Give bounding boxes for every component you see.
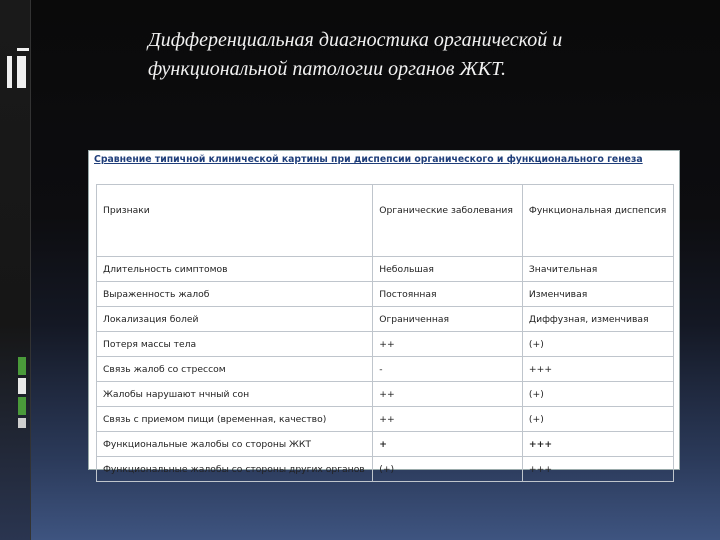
slide-title	[148, 26, 668, 84]
decor-white-block	[18, 418, 26, 428]
comparison-table	[96, 184, 674, 482]
table-cell: -	[373, 357, 523, 382]
table-cell: Постоянная	[373, 282, 523, 307]
table-cell: Диффузная, изменчивая	[522, 307, 673, 332]
table-cell: +	[373, 432, 523, 457]
title-line-2: функциональной патологии органов ЖКТ.	[148, 58, 506, 80]
table-cell: Небольшая	[373, 257, 523, 282]
table-cell: Потеря массы тела	[97, 332, 373, 357]
table-row	[97, 332, 674, 357]
table-cell: +++	[522, 432, 673, 457]
decor-green-block	[18, 357, 26, 375]
decor-bar	[17, 48, 29, 51]
table-cell: Выраженность жалоб	[97, 282, 373, 307]
table-cell: (+)	[522, 382, 673, 407]
table-cell: ++	[373, 382, 523, 407]
title-line-1: Дифференциальная диагностика органической и	[148, 29, 563, 51]
table-row	[97, 357, 674, 382]
table-cell: Значительная	[522, 257, 673, 282]
table-cell: +++	[522, 457, 673, 482]
left-decor-strip	[0, 0, 31, 540]
table-cell: +++	[522, 357, 673, 382]
table-cell: (+)	[522, 407, 673, 432]
table-row	[97, 282, 674, 307]
table-cell: Связь с приемом пищи (временная, качество)	[97, 407, 373, 432]
table-row	[97, 382, 674, 407]
table-row	[97, 432, 674, 457]
table-cell: (+)	[373, 457, 523, 482]
header-cell: Органические заболевания	[373, 185, 523, 257]
decor-bar	[17, 56, 26, 88]
decor-bar	[7, 56, 12, 88]
table-cell: Ограниченная	[373, 307, 523, 332]
table-cell: Изменчивая	[522, 282, 673, 307]
table-cell: Локализация болей	[97, 307, 373, 332]
table-row	[97, 407, 674, 432]
decor-green-block	[18, 397, 26, 415]
table-cell: (+)	[522, 332, 673, 357]
table-header-row	[97, 185, 674, 257]
table-row	[97, 457, 674, 482]
table-row	[97, 307, 674, 332]
table-cell: ++	[373, 332, 523, 357]
comparison-table-figure	[88, 150, 680, 475]
decor-white-block	[18, 378, 26, 394]
header-cell: Функциональная диспепсия	[522, 185, 673, 257]
table-cell: Связь жалоб со стрессом	[97, 357, 373, 382]
table-cell: Функциональные жалобы со стороны ЖКТ	[97, 432, 373, 457]
table-caption: Сравнение типичной клинической картины при диспепсии органического и функционального генеза	[94, 154, 643, 165]
header-cell: Признаки	[97, 185, 373, 257]
table-cell: Функциональные жалобы со стороны других органов	[97, 457, 373, 482]
table-cell: ++	[373, 407, 523, 432]
table-row	[97, 257, 674, 282]
table-cell: Длительность симптомов	[97, 257, 373, 282]
table-cell: Жалобы нарушают нчный сон	[97, 382, 373, 407]
